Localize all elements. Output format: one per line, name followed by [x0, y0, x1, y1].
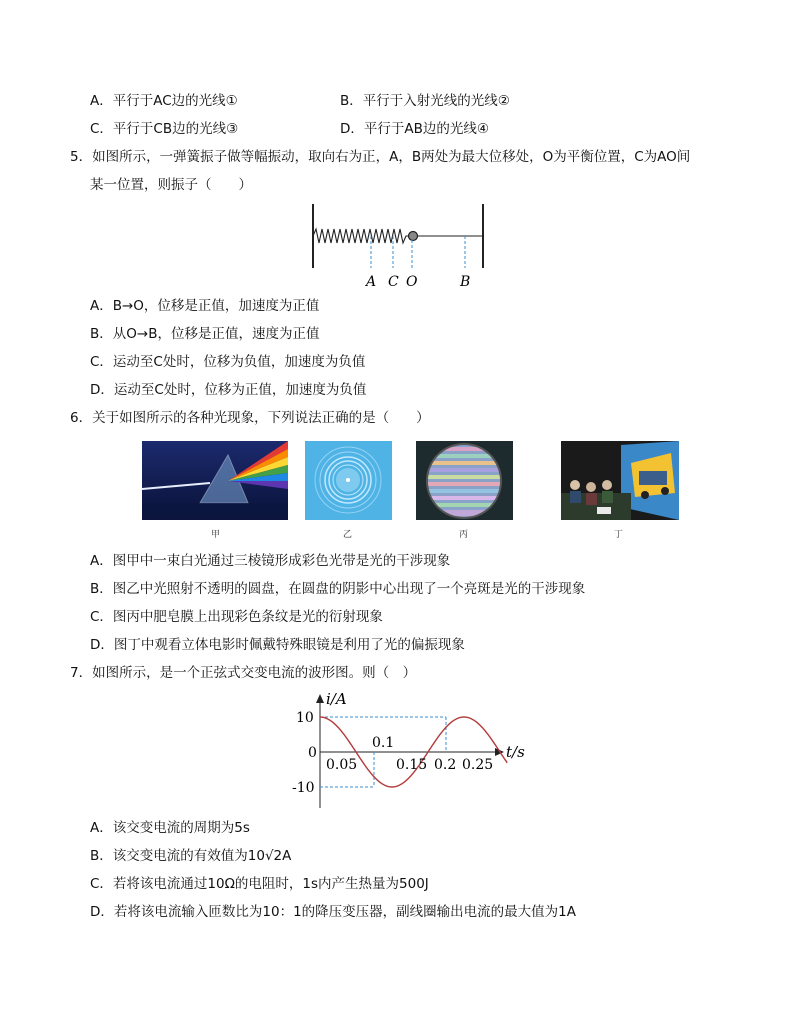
q6-stem: 6．关于如图所示的各种光现象，下列说法正确的是（ ）: [70, 410, 430, 426]
photo-soap-film: [416, 441, 513, 520]
y-axis-label: i/A: [326, 690, 347, 708]
q7-option-d: D．若将该电流输入匝数比为10：1的降压变压器，副线圈输出电流的最大值为1A: [90, 904, 576, 920]
x-tick-0.05: 0.05: [326, 757, 358, 773]
q7-option-b: B．该交变电流的有效值为10√2A: [90, 848, 292, 864]
y-tick-10: 10: [296, 710, 314, 726]
q7-option-a: A．该交变电流的周期为5s: [90, 820, 250, 836]
x-tick-0.25: 0.25: [462, 757, 494, 773]
caption-jia: 甲: [211, 530, 221, 540]
label-c: C: [388, 274, 399, 290]
q7-option-c: C．若将该电流通过10Ω的电阻时，1s内产生热量为500J: [90, 876, 429, 892]
q7-stem: 7．如图所示，是一个正弦式交变电流的波形图。则（ ）: [70, 665, 417, 681]
q5-stem-line1: 5．如图所示，一弹簧振子做等幅振动，取向右为正，A，B两处为最大位移处，O为平衡位置，C为AO间: [70, 149, 691, 165]
photo-3d-cinema: [561, 441, 679, 520]
spring: [313, 229, 409, 243]
caption-yi: 乙: [343, 530, 353, 540]
x-tick-0.1: 0.1: [372, 735, 395, 751]
label-a: A: [366, 274, 377, 290]
oscillator-ball: [409, 232, 418, 241]
caption-ding: 丁: [614, 530, 624, 540]
q6-option-a: A．图甲中一束白光通过三棱镜形成彩色光带是光的干涉现象: [90, 553, 451, 569]
y-tick-minus-10: -10: [292, 780, 315, 796]
q4-option-a: A．平行于AC边的光线①: [90, 93, 238, 109]
q6-option-c: C．图丙中肥皂膜上出现彩色条纹是光的衍射现象: [90, 609, 383, 625]
y-tick-0: 0: [308, 745, 317, 761]
q5-option-d: D．运动至C处时，位移为正值，加速度为负值: [90, 382, 367, 398]
spring-oscillator-figure: [305, 200, 495, 292]
caption-bing: 丙: [459, 530, 469, 540]
q6-option-d: D．图丁中观看立体电影时佩戴特殊眼镜是利用了光的偏振现象: [90, 637, 465, 653]
q5-option-a: A．B→O，位移是正值，加速度为正值: [90, 298, 320, 314]
y-axis-arrow: [316, 694, 324, 703]
x-axis-label: t/s: [506, 743, 525, 761]
x-tick-0.2: 0.2: [434, 757, 457, 773]
label-b: B: [460, 274, 471, 290]
photo-prism: [142, 441, 288, 520]
photo-poisson-spot: [305, 441, 392, 520]
q5-option-c: C．运动至C处时，位移为负值，加速度为负值: [90, 354, 366, 370]
label-o: O: [406, 274, 418, 290]
ac-current-waveform-graph: [290, 690, 530, 812]
q5-option-b: B．从O→B，位移是正值，速度为正值: [90, 326, 320, 342]
q5-stem-line2: 某一位置，则振子（ ）: [90, 177, 252, 193]
x-tick-0.15: 0.15: [396, 757, 428, 773]
q4-option-c: C．平行于CB边的光线③: [90, 121, 239, 137]
q4-option-b: B．平行于入射光线的光线②: [340, 93, 510, 109]
q6-option-b: B．图乙中光照射不透明的圆盘，在圆盘的阴影中心出现了一个亮斑是光的干涉现象: [90, 581, 586, 597]
q4-option-d: D．平行于AB边的光线④: [340, 121, 489, 137]
